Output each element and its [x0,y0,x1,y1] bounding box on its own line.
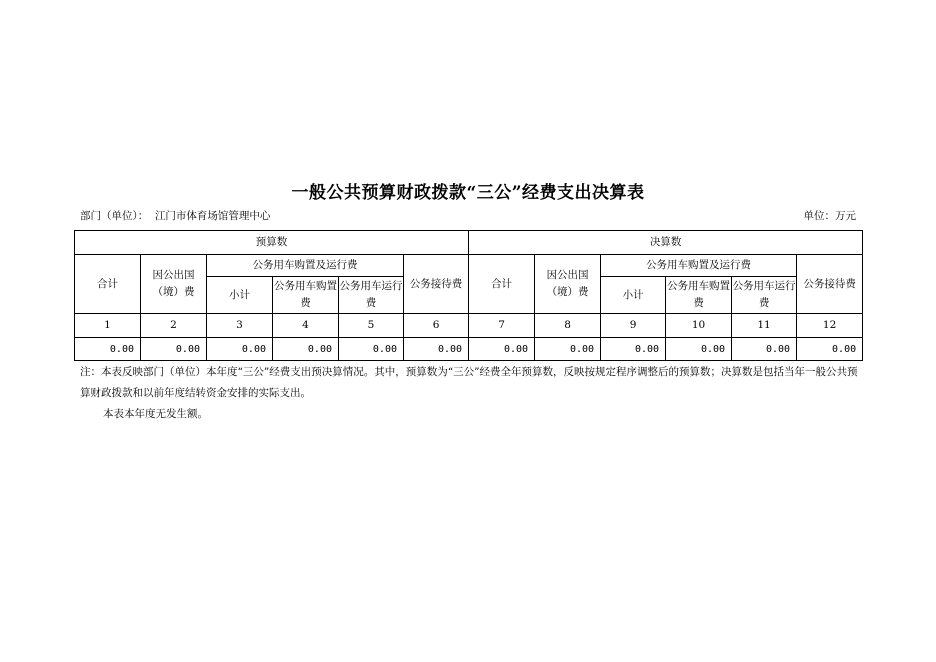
value-row [75,338,863,361]
final-subtotal-header: 小计 [601,277,666,314]
final-reception-header: 公务接待费 [797,255,863,314]
final-car-group-header: 公务用车购置及运行费 [601,255,797,277]
department-name: 江门市体育场馆管理中心 [154,210,271,222]
final-header: 决算数 [469,231,863,255]
table-note: 注：本表反映部门（单位）本年度“三公”经费支出预决算情况。其中，预算数为“三公”经费全年预算数，反映按规定程序调整后的预算数；决算数是包括当年一般公共预算财政拨款和以前年度结转资金安排的实际支出。 [80,366,858,399]
budget-header: 预算数 [75,231,469,255]
three-public-expense-table [74,230,863,361]
department-label: 部门（单位）： [80,210,149,222]
value-cell: 0.00 [273,338,339,361]
value-cell: 0.00 [469,338,535,361]
value-cell: 0.00 [666,338,732,361]
final-car-purchase-header: 公务用车购置费 [666,277,732,314]
budget-car-operation-header: 公务用车运行费 [339,277,404,314]
budget-car-group-header: 公务用车购置及运行费 [207,255,404,277]
index-cell: 8 [535,314,601,338]
index-cell: 10 [666,314,732,338]
unit-label: 单位：万元 [803,210,856,222]
budget-abroad-header: 因公出国（境）费 [141,255,207,314]
index-cell: 12 [797,314,863,338]
final-total-header: 合计 [469,255,535,314]
value-cell: 0.00 [535,338,601,361]
department-line [80,208,270,223]
budget-reception-header: 公务接待费 [404,255,469,314]
index-cell: 2 [141,314,207,338]
final-abroad-header: 因公出国（境）费 [535,255,601,314]
value-cell: 0.00 [601,338,666,361]
value-cell: 0.00 [75,338,141,361]
final-car-operation-header: 公务用车运行费 [732,277,797,314]
value-cell: 0.00 [732,338,797,361]
value-cell: 0.00 [141,338,207,361]
index-cell: 5 [339,314,404,338]
no-amount-note: 本表本年度无发生额。 [103,408,208,420]
budget-car-purchase-header: 公务用车购置费 [273,277,339,314]
index-row [75,314,863,338]
page-title: 一般公共预算财政拨款“三公”经费支出决算表 [291,183,645,203]
index-cell: 4 [273,314,339,338]
index-cell: 9 [601,314,666,338]
table-header-row-2 [75,255,863,277]
value-cell: 0.00 [339,338,404,361]
index-cell: 7 [469,314,535,338]
value-cell: 0.00 [404,338,469,361]
budget-total-header: 合计 [75,255,141,314]
index-cell: 6 [404,314,469,338]
value-cell: 0.00 [797,338,863,361]
table-header-row-1 [75,231,863,255]
index-cell: 11 [732,314,797,338]
index-cell: 1 [75,314,141,338]
budget-subtotal-header: 小计 [207,277,273,314]
index-cell: 3 [207,314,273,338]
value-cell: 0.00 [207,338,273,361]
